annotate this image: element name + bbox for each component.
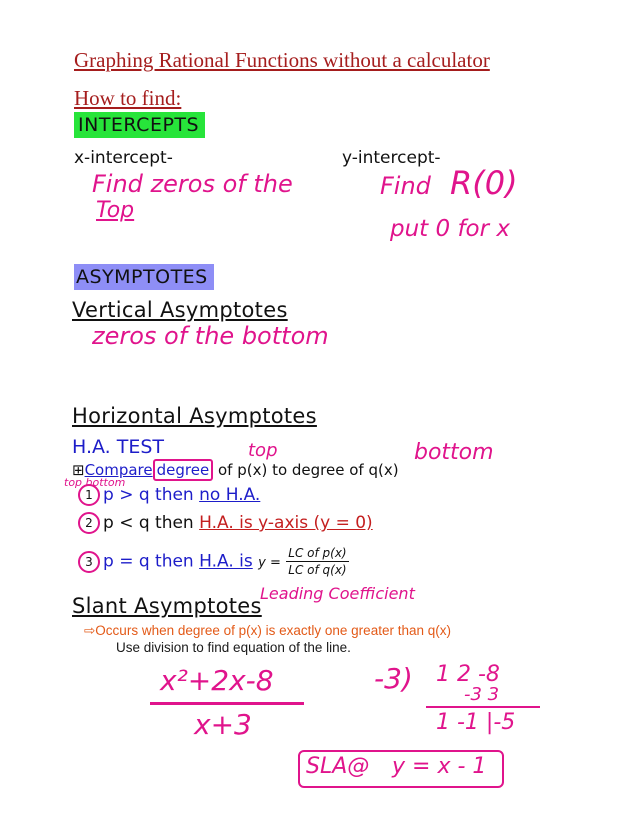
- example-numerator: x²+2x-8: [160, 664, 274, 697]
- x-intercept-label: x-intercept-: [74, 148, 173, 168]
- sla-equation: y = x - 1: [392, 754, 487, 779]
- asymptotes-header: ASYMPTOTES: [74, 264, 214, 290]
- synthetic-divisor: -3): [374, 662, 413, 695]
- rule-1: [78, 484, 260, 506]
- intercepts-header: INTERCEPTS: [74, 112, 205, 138]
- slant-asymptotes-heading: Slant Asymptotes: [72, 594, 262, 618]
- rule-1-number: 1: [78, 484, 100, 506]
- note-top-bottom: top bottom: [64, 476, 126, 489]
- x-intercept-note: Find zeros of the: [92, 170, 293, 198]
- rule-1-rhs: no H.A.: [199, 485, 261, 505]
- synthetic-coefficients: 1 2 -8: [436, 662, 500, 687]
- fraction-numerator: LC of p(x): [288, 546, 347, 560]
- compare-prefix: Compare: [84, 461, 153, 479]
- ha-test-label: H.A. TEST: [72, 436, 165, 458]
- rule-2: [78, 512, 373, 534]
- y-intercept-put0: put 0 for x: [390, 216, 510, 242]
- rule-3-lhs: p = q then: [103, 551, 194, 572]
- synthetic-line: [426, 706, 540, 708]
- rule-3-rhs: H.A. is: [199, 551, 253, 572]
- leading-coefficient-note: Leading Coefficient: [260, 584, 415, 603]
- rule-1-lhs: p > q then: [103, 485, 194, 505]
- compare-boxed-degree: degree: [153, 459, 214, 481]
- rule-2-number: 2: [78, 512, 100, 534]
- rule-3-y: y =: [258, 555, 281, 571]
- compare-rest: of p(x) to degree of q(x): [217, 461, 399, 479]
- y-intercept-label: y-intercept-: [342, 148, 441, 168]
- rule-3: [78, 546, 349, 577]
- fraction-bar: [150, 702, 304, 705]
- rule-2-lhs: p < q then: [103, 513, 194, 533]
- y-intercept-find: Find: [380, 172, 431, 200]
- sla-label: SLA@: [306, 754, 370, 779]
- synthetic-multiply-row: -3 3: [464, 684, 500, 705]
- rule-3-number: 3: [78, 551, 100, 573]
- fraction-denominator: LC of q(x): [288, 563, 347, 577]
- slant-line-1: ⇨Occurs when degree of p(x) is exactly one greater than q(x): [84, 623, 451, 638]
- page-title: Graphing Rational Functions without a calculator: [74, 48, 490, 72]
- note-top: top: [248, 440, 278, 461]
- slant-line-2: Use division to find equation of the line.: [116, 640, 351, 655]
- vertical-asymptotes-note: zeros of the bottom: [92, 322, 329, 350]
- x-intercept-note-top: Top: [96, 198, 135, 223]
- note-bottom: bottom: [414, 440, 494, 465]
- synthetic-result-row: 1 -1 |-5: [436, 710, 516, 735]
- y-intercept-r0: R(0): [450, 164, 518, 202]
- vertical-asymptotes-heading: Vertical Asymptotes: [72, 298, 288, 322]
- rule-2-rhs: H.A. is y-axis (y = 0): [199, 513, 373, 533]
- checkbox-icon: ⊞: [72, 461, 85, 479]
- rule-3-fraction: [286, 546, 348, 577]
- example-denominator: x+3: [194, 708, 252, 741]
- how-to-heading: How to find:: [74, 86, 182, 110]
- horizontal-asymptotes-heading: Horizontal Asymptotes: [72, 404, 317, 428]
